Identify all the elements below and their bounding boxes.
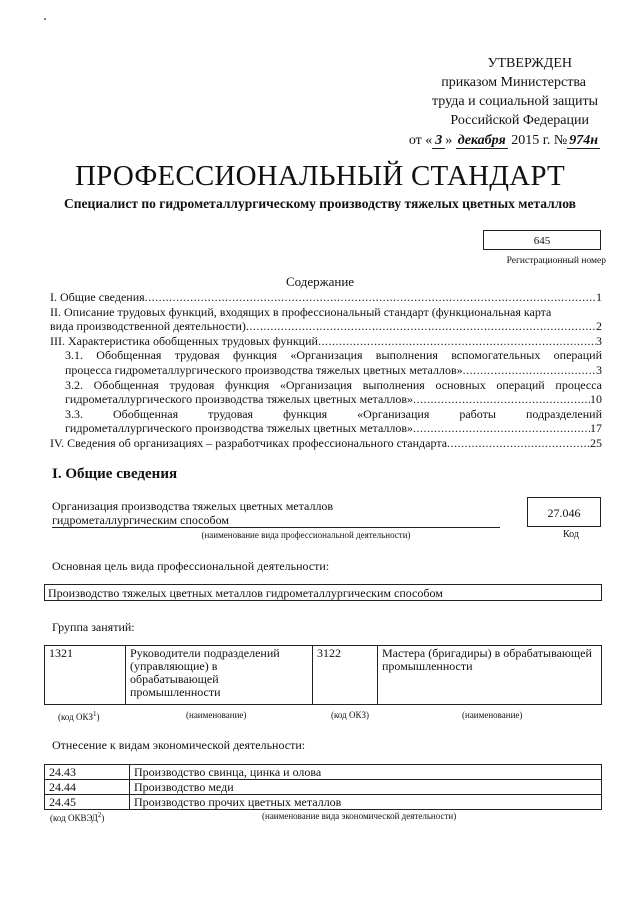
toc-item[interactable]: 3.1. Обобщенная трудовая функция «Организация выполнения вспомогательных операций процесса гидрометаллургического производства тяжелых цветных металлов» ..... 3 (50, 348, 602, 377)
toc-item[interactable]: 3.2. Обобщенная трудовая функция «Организация выполнения основных операций процесса гидрометаллургического производства тяжелых цветных металлов» ..... 10 (50, 378, 602, 407)
occupation-group-table (44, 645, 602, 705)
toc-item[interactable]: I. Общие сведения ..... 1 (50, 290, 602, 305)
activity-name: Организация производства тяжелых цветных металлов гидрометаллургическим способом (наименование вида профессиональной деятельности) (52, 499, 500, 542)
date-day: 3 (432, 133, 445, 149)
table-of-contents (50, 290, 602, 451)
order-number: 974н (569, 133, 598, 148)
okz-name: Мастера (бригадиры) в обрабатывающей промышленности (378, 646, 602, 705)
approval-title: УТВЕРЖДЕН (487, 56, 572, 71)
okved-code: 24.44 (45, 780, 130, 795)
registration-label: Регистрационный номер (506, 256, 606, 266)
toc-page: 17 (590, 421, 602, 436)
toc-item[interactable]: II. Описание трудовых функций, входящих в профессиональный стандарт (функциональная карта вида производственной деятельности) ..... 2 (50, 305, 602, 334)
okved-name-caption: (наименование вида экономической деятельности) (262, 811, 457, 821)
date-month: декабря (457, 133, 506, 148)
goal-label: Основная цель вида профессиональной деятельности: (52, 559, 330, 573)
approval-line: приказом Министерства (441, 75, 586, 90)
toc-page: 2 (596, 319, 602, 334)
group-label: Группа занятий: (52, 620, 135, 634)
okz-code: 3122 (313, 646, 378, 705)
activity-code: 27.046 (527, 497, 601, 527)
okved-code: 24.45 (45, 795, 130, 810)
date-prefix: от « (408, 133, 433, 148)
okved-code: 24.43 (45, 765, 130, 780)
okz-name: Руководители подразделений (управляющие) в обрабатывающей промышленности (126, 646, 313, 705)
toc-page: 25 (590, 435, 602, 450)
okz-caption: (код ОКЗ) (331, 710, 369, 720)
okved-name: Производство меди (130, 780, 602, 795)
okz-name-caption: (наименование) (186, 710, 247, 720)
date-year: 2015 г. № (511, 133, 568, 148)
toc-item[interactable]: III. Характеристика обобщенных трудовых функций ..... 3 (50, 334, 602, 349)
code-label: Код (563, 529, 579, 540)
okz-name-caption: (наименование) (462, 710, 523, 720)
table-row (45, 765, 602, 780)
okved-name: Производство свинца, цинка и олова (130, 765, 602, 780)
scan-speck (44, 18, 46, 20)
okved-table (44, 764, 602, 810)
toc-item[interactable]: IV. Сведения об организациях – разработчиках профессионального стандарта ..... 25 (50, 436, 602, 451)
standard-subtitle: Специалист по гидрометаллургическому производству тяжелых цветных металлов (64, 196, 576, 211)
goal-value: Производство тяжелых цветных металлов гидрометаллургическим способом (44, 584, 602, 601)
okz-caption: (код ОКЗ$^1$) (58, 710, 100, 722)
date-mid: » (445, 133, 453, 148)
toc-item[interactable]: 3.3. Обобщенная трудовая функция «Организация работы подразделений гидрометаллургического производства тяжелых цветных металлов» ..... 17 (50, 407, 602, 436)
toc-page: 3 (596, 362, 602, 377)
okz-code: 1321 (45, 646, 126, 705)
activity-caption: (наименование вида профессиональной деятельности) (201, 530, 411, 540)
toc-page: 1 (596, 290, 602, 304)
okved-caption: (код ОКВЭД$^2$) (50, 811, 105, 823)
approval-block (360, 54, 600, 150)
okved-label: Отнесение к видам экономической деятельности: (52, 738, 306, 752)
table-row (45, 780, 602, 795)
registration-number-box: 645 (483, 230, 601, 250)
section-heading: I. Общие сведения (52, 466, 178, 482)
okved-name: Производство прочих цветных металлов (130, 795, 602, 810)
approval-line: Российской Федерации (450, 113, 589, 128)
approval-date (360, 131, 600, 150)
toc-page: 3 (596, 333, 602, 348)
page-title: ПРОФЕССИОНАЛЬНЫЙ СТАНДАРТ (75, 160, 565, 192)
table-row (45, 795, 602, 810)
toc-page: 10 (590, 392, 602, 407)
approval-line: труда и социальной защиты (432, 94, 598, 109)
toc-heading: Содержание (285, 274, 355, 289)
